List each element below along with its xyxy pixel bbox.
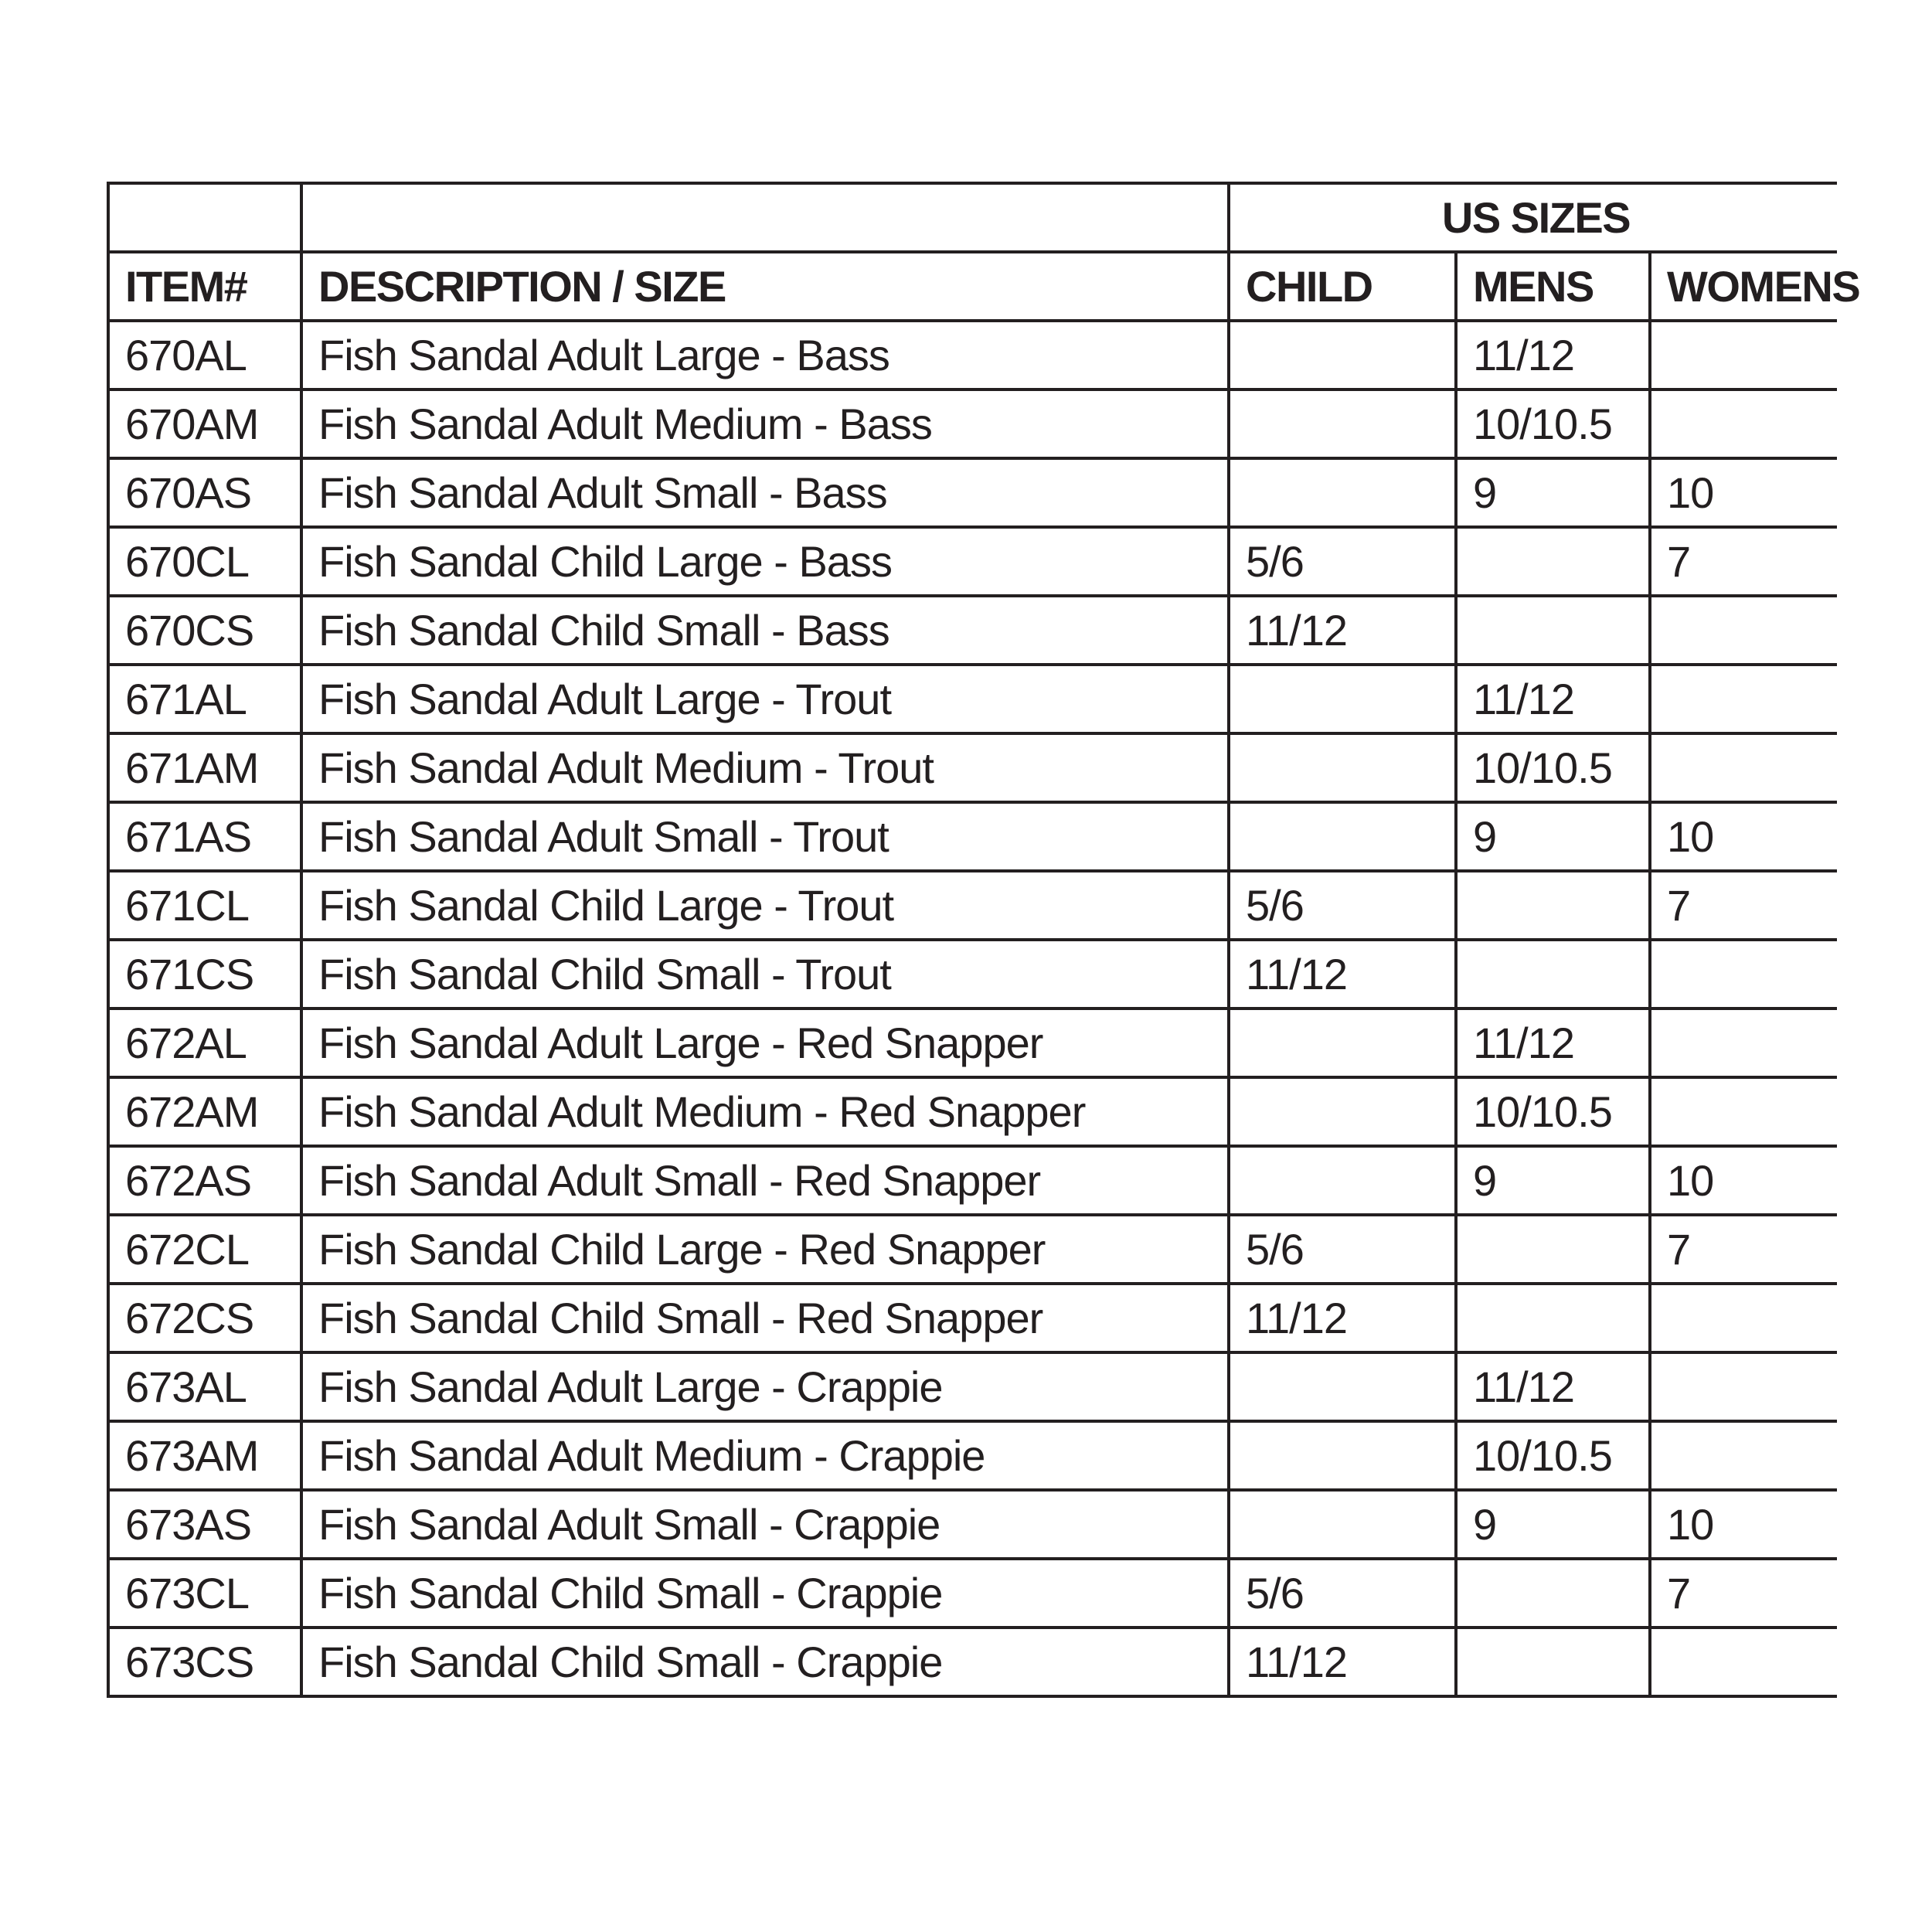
- child-size-cell: [1229, 1009, 1456, 1077]
- womens-size-cell: 7: [1650, 1215, 1837, 1284]
- womens-size-cell: [1650, 1421, 1837, 1490]
- mens-size-cell: 11/12: [1456, 1009, 1650, 1077]
- item-number-cell: 673AL: [108, 1352, 301, 1421]
- table-row: [108, 1146, 1837, 1215]
- description-cell: Fish Sandal Adult Large - Bass: [301, 321, 1229, 389]
- mens-size-cell: 11/12: [1456, 1352, 1650, 1421]
- mens-size-cell: 9: [1456, 1490, 1650, 1559]
- womens-size-cell: 10: [1650, 1146, 1837, 1215]
- womens-size-cell: [1650, 1628, 1837, 1696]
- item-number-cell: 673AS: [108, 1490, 301, 1559]
- child-size-cell: 11/12: [1229, 1628, 1456, 1696]
- table-row: [108, 733, 1837, 802]
- mens-size-cell: 11/12: [1456, 321, 1650, 389]
- item-number-cell: 672AM: [108, 1077, 301, 1146]
- mens-size-cell: [1456, 527, 1650, 596]
- womens-size-cell: [1650, 321, 1837, 389]
- womens-size-header: WOMENS: [1650, 252, 1837, 321]
- description-cell: Fish Sandal Child Large - Red Snapper: [301, 1215, 1229, 1284]
- table-row: [108, 1421, 1837, 1490]
- table-row: [108, 1628, 1837, 1696]
- description-cell: Fish Sandal Adult Medium - Crappie: [301, 1421, 1229, 1490]
- table-row: [108, 665, 1837, 733]
- child-size-cell: [1229, 321, 1456, 389]
- table-row: [108, 1077, 1837, 1146]
- mens-size-cell: 11/12: [1456, 665, 1650, 733]
- child-size-cell: [1229, 1146, 1456, 1215]
- description-cell: Fish Sandal Adult Large - Trout: [301, 665, 1229, 733]
- child-size-cell: 5/6: [1229, 1215, 1456, 1284]
- womens-size-cell: 10: [1650, 802, 1837, 871]
- mens-size-cell: 9: [1456, 802, 1650, 871]
- table-row: [108, 527, 1837, 596]
- table-row: [108, 1009, 1837, 1077]
- table-row: [108, 458, 1837, 527]
- womens-size-cell: [1650, 389, 1837, 458]
- group-header-row: [108, 183, 1837, 252]
- item-number-cell: 672CL: [108, 1215, 301, 1284]
- table-row: [108, 940, 1837, 1009]
- mens-size-cell: [1456, 1628, 1650, 1696]
- womens-size-cell: 10: [1650, 458, 1837, 527]
- description-cell: Fish Sandal Adult Large - Crappie: [301, 1352, 1229, 1421]
- item-number-cell: 670CL: [108, 527, 301, 596]
- child-size-cell: [1229, 802, 1456, 871]
- description-cell: Fish Sandal Adult Small - Bass: [301, 458, 1229, 527]
- womens-size-cell: [1650, 1284, 1837, 1352]
- womens-size-cell: [1650, 665, 1837, 733]
- womens-size-cell: 7: [1650, 527, 1837, 596]
- womens-size-cell: [1650, 1077, 1837, 1146]
- item-number-cell: 671CS: [108, 940, 301, 1009]
- child-size-cell: [1229, 1421, 1456, 1490]
- item-number-cell: 671AM: [108, 733, 301, 802]
- child-size-cell: 11/12: [1229, 1284, 1456, 1352]
- child-size-cell: [1229, 1077, 1456, 1146]
- description-cell: Fish Sandal Adult Small - Trout: [301, 802, 1229, 871]
- mens-size-cell: 9: [1456, 1146, 1650, 1215]
- table-row: [108, 871, 1837, 940]
- mens-size-cell: 10/10.5: [1456, 1077, 1650, 1146]
- item-number-cell: 670AM: [108, 389, 301, 458]
- item-number-cell: 670AL: [108, 321, 301, 389]
- mens-size-cell: [1456, 871, 1650, 940]
- table-row: [108, 389, 1837, 458]
- description-cell: Fish Sandal Adult Large - Red Snapper: [301, 1009, 1229, 1077]
- column-header-row: [108, 252, 1837, 321]
- description-cell: Fish Sandal Adult Medium - Bass: [301, 389, 1229, 458]
- item-number-cell: 673CS: [108, 1628, 301, 1696]
- table-row: [108, 1215, 1837, 1284]
- mens-size-cell: [1456, 1559, 1650, 1628]
- mens-size-cell: [1456, 940, 1650, 1009]
- item-number-cell: 673CL: [108, 1559, 301, 1628]
- table-row: [108, 802, 1837, 871]
- mens-size-cell: [1456, 1215, 1650, 1284]
- womens-size-cell: [1650, 1352, 1837, 1421]
- mens-size-cell: [1456, 1284, 1650, 1352]
- item-number-cell: 672AL: [108, 1009, 301, 1077]
- womens-size-cell: [1650, 1009, 1837, 1077]
- table-row: [108, 321, 1837, 389]
- child-size-cell: [1229, 733, 1456, 802]
- womens-size-cell: 7: [1650, 1559, 1837, 1628]
- table-body: [108, 321, 1837, 1696]
- child-size-cell: 11/12: [1229, 596, 1456, 665]
- mens-size-cell: 9: [1456, 458, 1650, 527]
- womens-size-cell: 10: [1650, 1490, 1837, 1559]
- child-size-cell: [1229, 389, 1456, 458]
- item-number-cell: 671AL: [108, 665, 301, 733]
- empty-header-cell: [301, 183, 1229, 252]
- table-row: [108, 1284, 1837, 1352]
- item-number-cell: 671CL: [108, 871, 301, 940]
- child-size-cell: [1229, 1490, 1456, 1559]
- child-size-cell: [1229, 665, 1456, 733]
- description-cell: Fish Sandal Child Large - Trout: [301, 871, 1229, 940]
- description-cell: Fish Sandal Adult Small - Crappie: [301, 1490, 1229, 1559]
- description-cell: Fish Sandal Child Small - Red Snapper: [301, 1284, 1229, 1352]
- womens-size-cell: [1650, 940, 1837, 1009]
- description-cell: Fish Sandal Adult Medium - Red Snapper: [301, 1077, 1229, 1146]
- mens-size-cell: 10/10.5: [1456, 733, 1650, 802]
- item-number-cell: 673AM: [108, 1421, 301, 1490]
- item-number-cell: 670AS: [108, 458, 301, 527]
- description-cell: Fish Sandal Child Small - Bass: [301, 596, 1229, 665]
- table-row: [108, 1559, 1837, 1628]
- description-cell: Fish Sandal Child Small - Trout: [301, 940, 1229, 1009]
- item-number-cell: 672CS: [108, 1284, 301, 1352]
- womens-size-cell: 7: [1650, 871, 1837, 940]
- child-size-cell: [1229, 458, 1456, 527]
- item-number-header: ITEM#: [108, 252, 301, 321]
- child-size-cell: 5/6: [1229, 1559, 1456, 1628]
- empty-header-cell: [108, 183, 301, 252]
- child-size-cell: 5/6: [1229, 527, 1456, 596]
- description-cell: Fish Sandal Child Large - Bass: [301, 527, 1229, 596]
- womens-size-cell: [1650, 733, 1837, 802]
- description-cell: Fish Sandal Adult Medium - Trout: [301, 733, 1229, 802]
- item-number-cell: 671AS: [108, 802, 301, 871]
- table-header: [108, 183, 1860, 321]
- table-row: [108, 596, 1837, 665]
- description-header: DESCRIPTION / SIZE: [301, 252, 1229, 321]
- child-size-cell: 5/6: [1229, 871, 1456, 940]
- mens-size-cell: 10/10.5: [1456, 1421, 1650, 1490]
- item-number-cell: 672AS: [108, 1146, 301, 1215]
- table-row: [108, 1352, 1837, 1421]
- description-cell: Fish Sandal Adult Small - Red Snapper: [301, 1146, 1229, 1215]
- description-cell: Fish Sandal Child Small - Crappie: [301, 1628, 1229, 1696]
- description-cell: Fish Sandal Child Small - Crappie: [301, 1559, 1229, 1628]
- child-size-cell: [1229, 1352, 1456, 1421]
- womens-size-cell: [1650, 596, 1837, 665]
- child-size-header: CHILD: [1229, 252, 1456, 321]
- mens-size-cell: [1456, 596, 1650, 665]
- table-row: [108, 1490, 1837, 1559]
- mens-size-header: MENS: [1456, 252, 1650, 321]
- mens-size-cell: 10/10.5: [1456, 389, 1650, 458]
- child-size-cell: 11/12: [1229, 940, 1456, 1009]
- item-number-cell: 670CS: [108, 596, 301, 665]
- size-chart-table: [107, 182, 1860, 1698]
- us-sizes-header: US SIZES: [1229, 183, 1837, 252]
